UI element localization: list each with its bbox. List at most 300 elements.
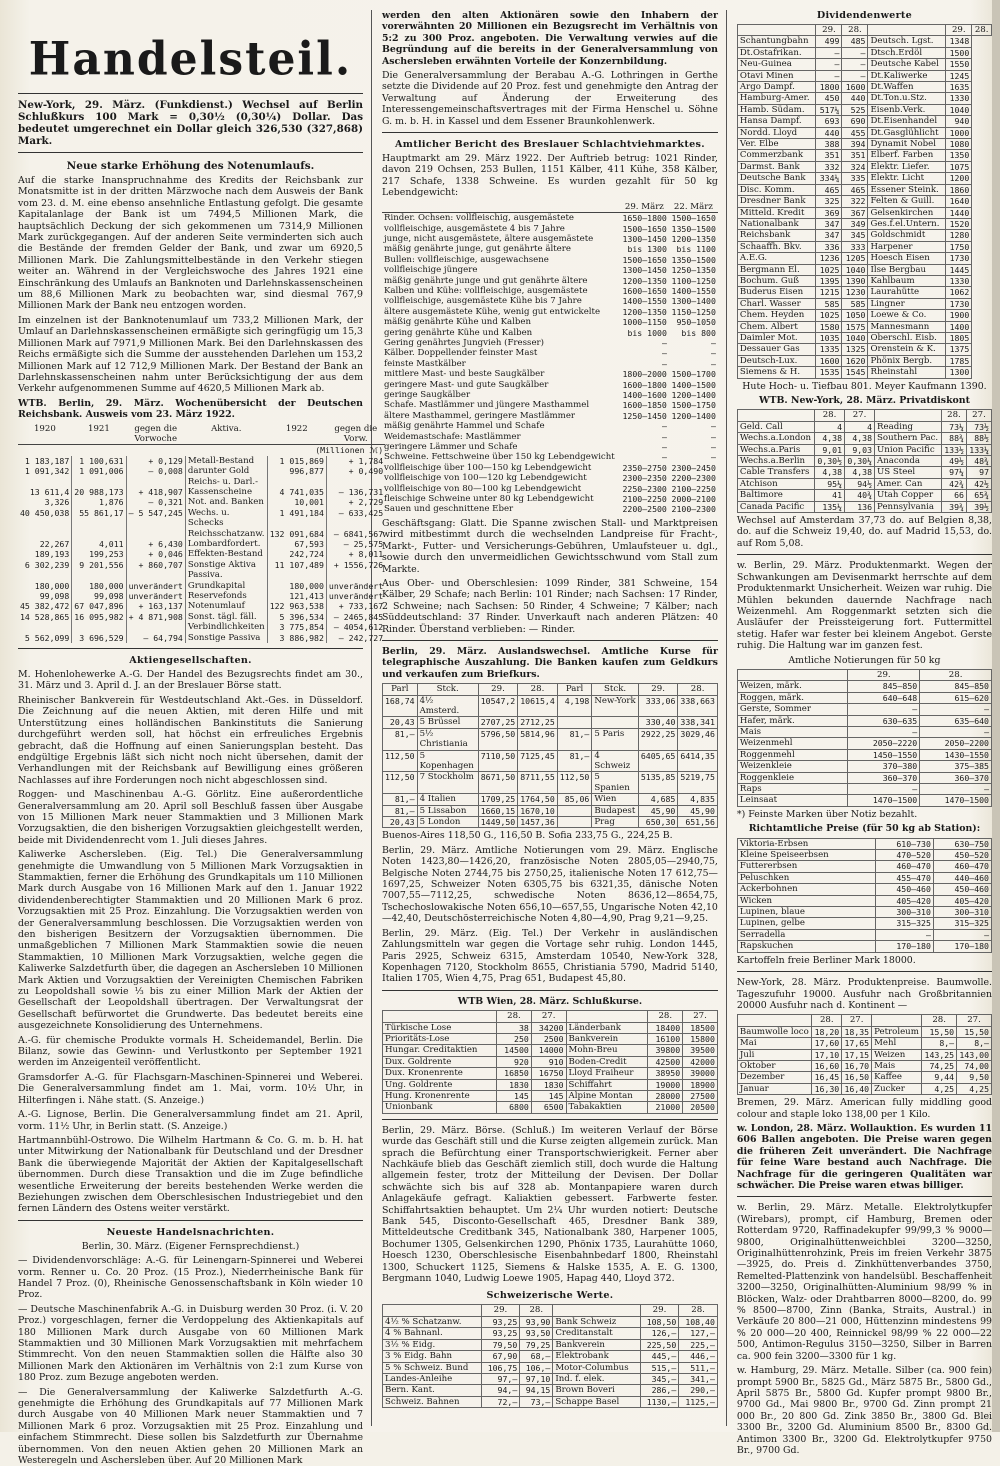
- table-cell: 4,011: [72, 539, 126, 549]
- table-row: [737, 1072, 991, 1083]
- table-cell: 1215: [816, 287, 842, 298]
- table-row: [18, 601, 385, 611]
- table-cell: Prag: [592, 817, 639, 828]
- table-row: [383, 1090, 718, 1101]
- table-cell: Hung. Kronenrente: [383, 1090, 497, 1101]
- table-cell: 39800: [648, 1045, 683, 1056]
- table-cell: 1280: [946, 230, 972, 241]
- cotton-table-header: [737, 1015, 991, 1026]
- table-cell: Boden-Credit: [566, 1056, 648, 1067]
- table-cell: 940: [946, 116, 972, 127]
- table-cell: —: [710, 442, 716, 453]
- table-cell: 369: [816, 207, 842, 218]
- table-cell: 6414,35: [678, 750, 718, 772]
- table-cell: 470—520: [875, 850, 933, 861]
- table-row: [737, 321, 991, 332]
- table-cell: 1245: [946, 70, 972, 81]
- table-cell: 333: [842, 241, 868, 252]
- table-cell: Schweiz. Bahnen: [383, 1396, 482, 1407]
- table-row: [383, 1373, 718, 1384]
- table-cell: 42½: [966, 478, 991, 489]
- table-cell: 1 091,006: [72, 466, 126, 476]
- table-cell: 1600—1800: [622, 379, 667, 390]
- table-cell: 465: [816, 184, 842, 195]
- table-cell: 1040: [842, 264, 868, 275]
- table-cell: 74,00: [957, 1060, 992, 1071]
- table-row: [383, 1056, 718, 1067]
- table-cell: Roggenkleie: [737, 772, 848, 783]
- table-cell: 21000: [648, 1102, 683, 1113]
- table-cell: 1330: [946, 275, 972, 286]
- table-row: [383, 1033, 718, 1044]
- table-row: [737, 726, 991, 737]
- table-cell: 121,413: [267, 591, 326, 601]
- table-cell: Schiffahrt: [566, 1079, 648, 1090]
- table-cell: 585: [842, 298, 868, 309]
- article-paragraph: Hauptmarkt am 29. März 1922. Der Auftrieb betrug: 1021 Rinder, davon 219 Ochsen, 253 Bullen, 1151 Kälber, 411 Kühe, 358 Kälber, 217 Schafe, 1338 Schweine. Es wurden gezahlt für 50 kg Lebendgewicht:: [382, 153, 718, 199]
- table-cell: 1500—1700: [671, 369, 716, 380]
- table-cell: 1500—1650: [671, 213, 716, 224]
- table-cell: bis 1100: [676, 244, 716, 255]
- table-cell: 4½ % Schatzanw.: [383, 1316, 482, 1327]
- table-cell: 1100—1250: [671, 275, 716, 286]
- table-row: [737, 467, 991, 478]
- table-row: [18, 487, 385, 497]
- table-cell: 112,50: [557, 772, 592, 794]
- table-cell: —: [848, 784, 920, 795]
- table-cell: [126, 570, 185, 580]
- table-cell: —: [816, 70, 842, 81]
- table-cell: 1300—1400: [671, 296, 716, 307]
- table-cell: 585: [816, 298, 842, 309]
- table-cell: Deutsch. Lgst.: [868, 36, 946, 47]
- table-cell: Baltimore: [737, 490, 814, 501]
- table-cell: Dt.Gasglühlicht: [868, 127, 946, 138]
- table-cell: Chem. Albert: [737, 321, 816, 332]
- table-row: [382, 463, 718, 473]
- table-cell: 4 % Bahnanl.: [383, 1328, 482, 1339]
- table-cell: unverändert: [326, 591, 385, 601]
- table-row: [737, 367, 991, 378]
- table-cell: 81,—: [383, 805, 418, 816]
- table-cell: 16,50: [842, 1072, 872, 1083]
- table-cell: 690: [842, 116, 868, 127]
- table-cell: ältere Masthammel, geringere Mastlämmer: [384, 410, 576, 421]
- table-cell: 1400—1500: [671, 379, 716, 390]
- table-cell: Bern. Kant.: [383, 1385, 482, 1396]
- table-row: [737, 59, 991, 70]
- table-cell: 2300—2450: [671, 462, 716, 473]
- table-cell: 93,25: [481, 1316, 520, 1327]
- table-cell: Sonstige Passiva: [185, 633, 267, 643]
- table-cell: 94,—: [481, 1385, 520, 1396]
- table-cell: —: [710, 337, 716, 348]
- table-cell: 1062: [946, 287, 972, 298]
- table-row: [383, 717, 718, 728]
- table-cell: 17,60: [812, 1038, 842, 1049]
- table-cell: Disc. Komm.: [737, 184, 816, 195]
- table-cell: 1125,—: [679, 1396, 718, 1407]
- table-cell: 1330: [946, 93, 972, 104]
- table-cell: 74,25: [922, 1060, 957, 1071]
- table-cell: geringere Lämmer und Schafe: [384, 442, 518, 453]
- table-cell: + 733,167: [326, 601, 385, 611]
- table-cell: 1470—1500: [920, 795, 992, 806]
- table-row: [382, 390, 718, 400]
- table-cell: 1830: [531, 1079, 566, 1090]
- table-cell: 67,90: [481, 1351, 520, 1362]
- table-cell: 20,43: [383, 717, 418, 728]
- table-row: [383, 1079, 718, 1090]
- table-row: [737, 478, 991, 489]
- table-cell: — 136,731: [326, 487, 385, 497]
- table-cell: Nordd. Lloyd: [737, 127, 816, 138]
- table-cell: 8711,55: [518, 772, 558, 794]
- table-cell: Türkische Lose: [383, 1022, 497, 1033]
- table-header-cell: 28.: [920, 669, 992, 680]
- table-row: [737, 264, 991, 275]
- table-cell: Hamb. Südam.: [737, 104, 816, 115]
- table-cell: 16750: [531, 1068, 566, 1079]
- table-cell: 4,38: [815, 433, 845, 444]
- table-cell: 81,—: [557, 728, 592, 750]
- table-cell: 405—420: [933, 895, 991, 906]
- table-cell: 1205: [842, 253, 868, 264]
- table-cell: 45,90: [678, 805, 718, 816]
- table-cell: Peluschken: [737, 872, 875, 883]
- table-cell: Juli: [737, 1049, 811, 1060]
- table-header-cell: 29.: [638, 684, 678, 695]
- article-paragraph: A.-G. Lignose, Berlin. Die Generalversammlung findet am 21. April, vorm. 11½ Uhr, in Berlin statt. (S. Anzeige.): [18, 1109, 363, 1132]
- article-paragraph: Kaliwerke Aschersleben. (Eig. Tel.) Die Generalversammlung genehmigte die Umwandlung von 5 Millionen Mark Vorzugsaktien in Stammaktien, ferner die Erhöhung des Grundkapitals um 110 Millionen Mark durch Ausgabe von 16 Millionen Mark auf den 1. Januar 1922 dividendenberechtigter Stammaktien und 20 Millionen Mark 6 proz. Vorzugsaktien mit 25 Proz. Einzahlung. Die Vorzugsaktien werden von der Generalversammlung beschlossen. Die Vorzugsaktien werden von den bisherigen Besitzern der Vorzugsaktien übernommen. Die unmaßgeblichen 7 Millionen Mark Stammaktien sowie die neuen Stammaktien, 10 Millionen Mark Vorzugsaktien, welche gegen die Kaliwerke Salzdetfurth über, die dagegen an Aschersleben 10 Millionen Mark Aktien und Vorzugsaktien der Vereinigten Chemischen Fabriken zu Leopoldshall sowie ⅓ bis zu einer Million Mark der Aktien der Gesellschaft der Leopoldshall übertragen. Der Verwaltungsrat der Gesellschaft befürwortet die Grundwerte. Das bedeutet bereits eine ausgezeichnete Konsolidierung des Unternehmens.: [18, 849, 363, 1032]
- table-cell: — 2465,845: [326, 612, 385, 622]
- table-cell: 15800: [683, 1033, 718, 1044]
- table-row: [383, 695, 718, 717]
- table-row: [382, 328, 718, 338]
- table-cell: 11 107,489: [267, 560, 326, 570]
- table-cell: Kahlbaum: [868, 275, 946, 286]
- table-cell: 1350: [946, 150, 972, 161]
- table-cell: 1390: [842, 275, 868, 286]
- article-paragraph: — Die Generalversammlung der Kaliwerke Salzdetfurth A.-G. genehmigte die Erhöhung des Grundkapitals auf 77 Millionen Mark durch Ausgabe von 40 Millionen Mark neuer Stammaktien und 7 Millionen Mark 6 proz. Vorzugsaktien mit 25 Proz. Einzahlung und einfachem Stimmrecht. Diese sollen bis Salzdetfurth zur Übernahme übernommen. Von den neuen Aktien gehen 20 Millionen Mark an Westeregeln und Aschersleben über. Auf 20 Millionen Mark: [18, 1386, 363, 1466]
- table-cell: 338,663: [678, 695, 718, 717]
- table-cell: 10547,2: [478, 695, 518, 717]
- divider: [382, 990, 718, 991]
- table-cell: + 0,046: [126, 549, 185, 559]
- table-row: [18, 539, 385, 549]
- table-cell: ältere ausgemästete Kühe, wenig gut entwickelte: [384, 306, 601, 317]
- table-row: [383, 1102, 718, 1113]
- table-cell: 5 562,099: [24, 632, 70, 643]
- table-cell: Mai: [737, 1038, 811, 1049]
- table-cell: 122 963,538: [267, 601, 326, 611]
- table-cell: 14500: [497, 1045, 532, 1056]
- table-cell: 8671,50: [478, 772, 518, 794]
- table-cell: 450: [816, 93, 842, 104]
- table-row: [383, 1396, 718, 1407]
- table-row: [382, 400, 718, 410]
- table-cell: 68,—: [520, 1351, 553, 1362]
- table-cell: Wechs. u. Schecks: [185, 508, 267, 529]
- table-cell: 4 Italien: [417, 794, 478, 805]
- table-cell: 1430—1550: [920, 749, 992, 760]
- table-cell: 499: [816, 36, 842, 47]
- table-cell: Chem. Heyden: [737, 310, 816, 321]
- table-cell: 4,38: [815, 467, 845, 478]
- table-cell: 67 047,896: [72, 601, 126, 611]
- table-cell: —: [842, 47, 868, 58]
- table-cell: Rinder. Ochsen: vollfleischig, ausgemästete: [384, 213, 574, 224]
- table-header-cell: 28.: [678, 684, 718, 695]
- table-cell: Elektr. Liefer.: [868, 161, 946, 172]
- fx-table-header: [383, 684, 718, 695]
- table-row: [382, 276, 718, 286]
- table-cell: Reading: [875, 421, 942, 432]
- table-cell: [126, 622, 185, 632]
- table-cell: Metall-Bestand: [185, 456, 267, 466]
- swiss-table: [382, 1304, 718, 1408]
- table-cell: 133½: [941, 444, 966, 455]
- table-row: [737, 1060, 991, 1071]
- table-row: [737, 838, 991, 849]
- table-row: [737, 907, 991, 918]
- table-row: [737, 1083, 991, 1094]
- table-row: [737, 1049, 991, 1060]
- table-cell: 460—470: [933, 861, 991, 872]
- table-row: [18, 622, 385, 632]
- table-row: [18, 466, 385, 476]
- table-cell: US Steel: [875, 467, 942, 478]
- table-cell: Reichsschatzanw.: [185, 529, 267, 539]
- table-cell: unverändert: [126, 581, 185, 591]
- table-cell: 16100: [648, 1033, 683, 1044]
- table-cell: — 0,321: [126, 497, 185, 507]
- table-cell: Unionbank: [383, 1102, 497, 1113]
- table-header-cell: [868, 25, 946, 36]
- table-cell: 1040: [946, 104, 972, 115]
- table-cell: —: [842, 70, 868, 81]
- table-cell: 2250—2300: [622, 483, 667, 494]
- table-cell: 99,098: [39, 591, 70, 602]
- table-cell: 693: [816, 116, 842, 127]
- fx-table: [382, 683, 718, 828]
- table-cell: Weizenmehl: [737, 738, 848, 749]
- table-cell: vollfleischige, ausgemästete Kühe bis 7 Jahre: [384, 296, 582, 307]
- table-cell: —: [875, 929, 933, 940]
- table-cell: 1400—1550: [671, 285, 716, 296]
- table-row: [382, 307, 718, 317]
- table-cell: 18500: [683, 1022, 718, 1033]
- table-cell: + 1,784: [326, 456, 385, 466]
- table-cell: 1600—1850: [622, 400, 667, 411]
- table-cell: 1730: [946, 253, 972, 264]
- table-cell: 168,74: [383, 695, 418, 717]
- table-cell: 630—635: [848, 715, 920, 726]
- table-row: [382, 265, 718, 275]
- table-cell: 16,70: [842, 1060, 872, 1071]
- table-cell: 10615,4: [518, 695, 558, 717]
- table-cell: 650,30: [638, 817, 678, 828]
- table-cell: Bank Schweiz: [553, 1316, 640, 1327]
- table-cell: Budapest: [592, 805, 639, 816]
- table-cell: mittlere Mast- und beste Saugkälber: [384, 369, 545, 380]
- table-row: [382, 296, 718, 306]
- table-header-cell: 27.: [957, 1015, 992, 1026]
- grain-table: [737, 669, 992, 807]
- table-cell: Nationalbank: [737, 218, 816, 229]
- table-cell: 81,—: [557, 750, 592, 772]
- table-cell: —: [661, 348, 667, 359]
- table-cell: 338,341: [678, 717, 718, 728]
- table-cell: Lupinen, blaue: [737, 907, 875, 918]
- table-cell: 1500—1650: [622, 254, 667, 265]
- table-cell: 517¼: [816, 104, 842, 115]
- table-cell: 3 775,854: [267, 622, 326, 632]
- table-cell: [267, 570, 326, 580]
- table-cell: 525: [842, 104, 868, 115]
- heading-aktiengesellschaften: Aktiengesellschaften.: [129, 655, 252, 667]
- table-cell: Kassenscheine: [185, 487, 267, 497]
- table-cell: 5814,96: [518, 728, 558, 750]
- article-paragraph: Berlin, 29. März. Amtliche Notierungen vom 29. März. Englische Noten 1423,80—1426,20, französische Noten 2805,05—2940,75, Belgische Noten 2744,75 bis 2750,25, italienische Noten 17 612,75—1697,25, Schweizer Noten 6305,75 bis 6321,35, dänische Noten 7007,55—7112,25, schwedische Noten 8636,12—8654,75, Tschechoslowakische Noten 656,10—657,55, Ungarische Noten 42,10—42,40, Deutschösterreichische Noten 4,80—4,90, Prag 9,21—9,25.: [382, 844, 718, 925]
- table-cell: mäßig genährte junge und gut genährte ältere: [384, 275, 588, 286]
- table-header-cell: [553, 1305, 640, 1316]
- table-cell: Kleine Speiseerbsen: [737, 850, 875, 861]
- table-row: [382, 411, 718, 421]
- table-cell: 367: [842, 207, 868, 218]
- table-cell: 4 741,035: [267, 487, 326, 497]
- table-cell: 5135,85: [638, 772, 678, 794]
- article-paragraph: Geschäftsgang: Glatt. Die Spanne zwischen Stall- und Marktpreisen wird mitbestimmt durch die wechselnden Landpreise für Fracht-, Markt-, Futter- und Versicherungs-Gebühren, Umlaufsteuer u. dgl., sowie durch den unvermeidlichen Gewichtsschwund vom Stall zum Markte.: [382, 517, 718, 575]
- table-cell: 126,—: [640, 1328, 679, 1339]
- table-header-cell: 29.: [481, 1305, 520, 1316]
- table-cell: 950—1050: [676, 317, 716, 328]
- table-header-cell: 28.: [972, 25, 992, 36]
- table-cell: 1300—1450: [622, 265, 667, 276]
- table-cell: Landes-Anleihe: [383, 1373, 482, 1384]
- table-cell: Petroleum: [872, 1026, 922, 1037]
- table-cell: 1 015,869: [267, 456, 326, 466]
- table-cell: 6500: [531, 1102, 566, 1113]
- table-cell: 1670,10: [518, 805, 558, 816]
- table-cell: 1200—1400: [671, 410, 716, 421]
- table-cell: —: [816, 59, 842, 70]
- dividend-table-header: [737, 25, 991, 36]
- article-paragraph: Hute Hoch- u. Tiefbau 801. Meyer Kaufmann 1390.: [742, 380, 987, 392]
- table-row: [382, 348, 718, 358]
- table-cell: geringere Mast- und gute Saugkälber: [384, 379, 549, 390]
- table-cell: —: [710, 431, 716, 442]
- table-cell: Dresdner Bank: [737, 196, 816, 207]
- table-cell: 1805: [946, 332, 972, 343]
- table-cell: 345: [842, 230, 868, 241]
- table-row: [737, 287, 991, 298]
- table-row: [382, 421, 718, 431]
- table-cell: Grundkapital: [185, 581, 267, 591]
- table-cell: 189,193: [34, 549, 70, 560]
- vienna-table: [382, 1010, 718, 1114]
- table-cell: Gelsenkirchen: [868, 207, 946, 218]
- table-cell: 20 988,173: [72, 487, 126, 497]
- table-cell: 7110,50: [478, 750, 518, 772]
- table-cell: 5219,75: [678, 772, 718, 794]
- table-cell: 55 861,17: [72, 508, 126, 529]
- table-cell: [326, 477, 385, 487]
- table-cell: [72, 570, 126, 580]
- table-row: [737, 253, 991, 264]
- table-cell: + 163,137: [126, 601, 185, 611]
- table-cell: 615—620: [920, 692, 992, 703]
- table-row: [737, 310, 991, 321]
- table-cell: Bergmann El.: [737, 264, 816, 275]
- table-row: [383, 728, 718, 750]
- table-cell: 73½: [966, 421, 991, 432]
- table-header-cell: Aktiva.: [185, 424, 267, 445]
- table-cell: 455—470: [875, 872, 933, 883]
- table-cell: 450—520: [933, 850, 991, 861]
- table-cell: 18,20: [812, 1026, 842, 1037]
- table-cell: 640—648: [848, 692, 920, 703]
- table-cell: Sonst. tägl. fäll.: [185, 612, 267, 622]
- table-cell: Dux. Kronenrente: [383, 1068, 497, 1079]
- table-cell: 2100—2300: [671, 504, 716, 515]
- table-cell: 106,—: [520, 1362, 553, 1373]
- table-cell: 1800: [816, 82, 842, 93]
- table-cell: —: [816, 47, 842, 58]
- table-cell: 13 611,4: [29, 486, 70, 497]
- table-cell: Siemens & H.: [737, 367, 816, 378]
- table-cell: 127,—: [679, 1328, 718, 1339]
- table-cell: 225,50: [640, 1339, 679, 1350]
- table-cell: 335: [842, 173, 868, 184]
- footnote: *) Feinste Marken über Notiz bezahlt.: [736, 808, 918, 820]
- table-cell: 180,000: [267, 581, 326, 591]
- table-row: [382, 369, 718, 379]
- table-cell: Mehl: [872, 1038, 922, 1049]
- table-cell: 1620: [842, 355, 868, 366]
- table-cell: 99,098: [72, 591, 126, 601]
- table-cell: 286,—: [640, 1385, 679, 1396]
- table-cell: 108,50: [640, 1316, 679, 1327]
- table-cell: Roggenmehl: [737, 749, 848, 760]
- table-cell: 10,001: [267, 497, 326, 507]
- table-cell: 1650—1800: [622, 213, 667, 224]
- table-cell: geringe Saugkälber: [384, 390, 471, 400]
- table-row: [737, 421, 991, 432]
- table-cell: + 0,490: [326, 466, 385, 476]
- table-cell: 9,44: [922, 1072, 957, 1083]
- heading-amtliche: Amtliche Notierungen für 50 kg: [788, 654, 941, 666]
- table-cell: 1350—1500: [671, 254, 716, 265]
- table-cell: 4,25: [922, 1083, 957, 1094]
- article-paragraph: w. Hamburg, 29. März. Metalle. Silber (ca. 900 fein) prompt 5900 Br., 5825 Gd., März 5875 Br., 5800 Gd., April 5875 Br., 5800 Gd. Kupfer prompt 9800 Br., 9700 Gd., Mai 9800 Br., 9700 Gd. Zinn prompt 21 000 Br., 20 800 Gd. Zink 3850 Br., 3800 Gd. Blei 3300 Br., 3200 Gd. Aluminium 8500 Br., 8300 Gd. Antimon 3300 Br., 3200 Gd. Elektrolytkupfer 9750 Br., 9700 Gd.: [736, 1365, 992, 1456]
- table-cell: Wechs.a.Paris: [737, 444, 814, 455]
- table-row: [382, 317, 718, 327]
- table-header-cell: [875, 410, 942, 421]
- table-cell: [557, 805, 592, 816]
- table-cell: Essener Steink.: [868, 184, 946, 195]
- table-cell: 4: [815, 421, 845, 432]
- table-row: [18, 477, 385, 487]
- table-cell: 1440: [946, 207, 972, 218]
- table-cell: Deutsche Kabel: [868, 59, 946, 70]
- page-edge: [992, 0, 1000, 1432]
- article-paragraph: w. Berlin, 29. März. Produktenmarkt. Wegen der Schwankungen am Devisenmarkt herrschte auf dem Produktenmarkt Unsicherheit. Weizen war ruhig. Die Mühlen bekunden dauernde Nachfrage nach Weizenmehl. Am Roggenmarkt setzten sich die Ausläufer der Preissteigerung fort. Futtermittel stetig. Hafer war fester bei kleinem Angebot. Gerste ruhig. Die Haltung war im ganzen fest.: [736, 560, 992, 652]
- table-cell: A.E.G.: [737, 253, 816, 264]
- table-cell: 610—730: [875, 838, 933, 849]
- table-cell: 22,267: [39, 539, 70, 549]
- table-cell: Hamburg-Amer.: [737, 93, 816, 104]
